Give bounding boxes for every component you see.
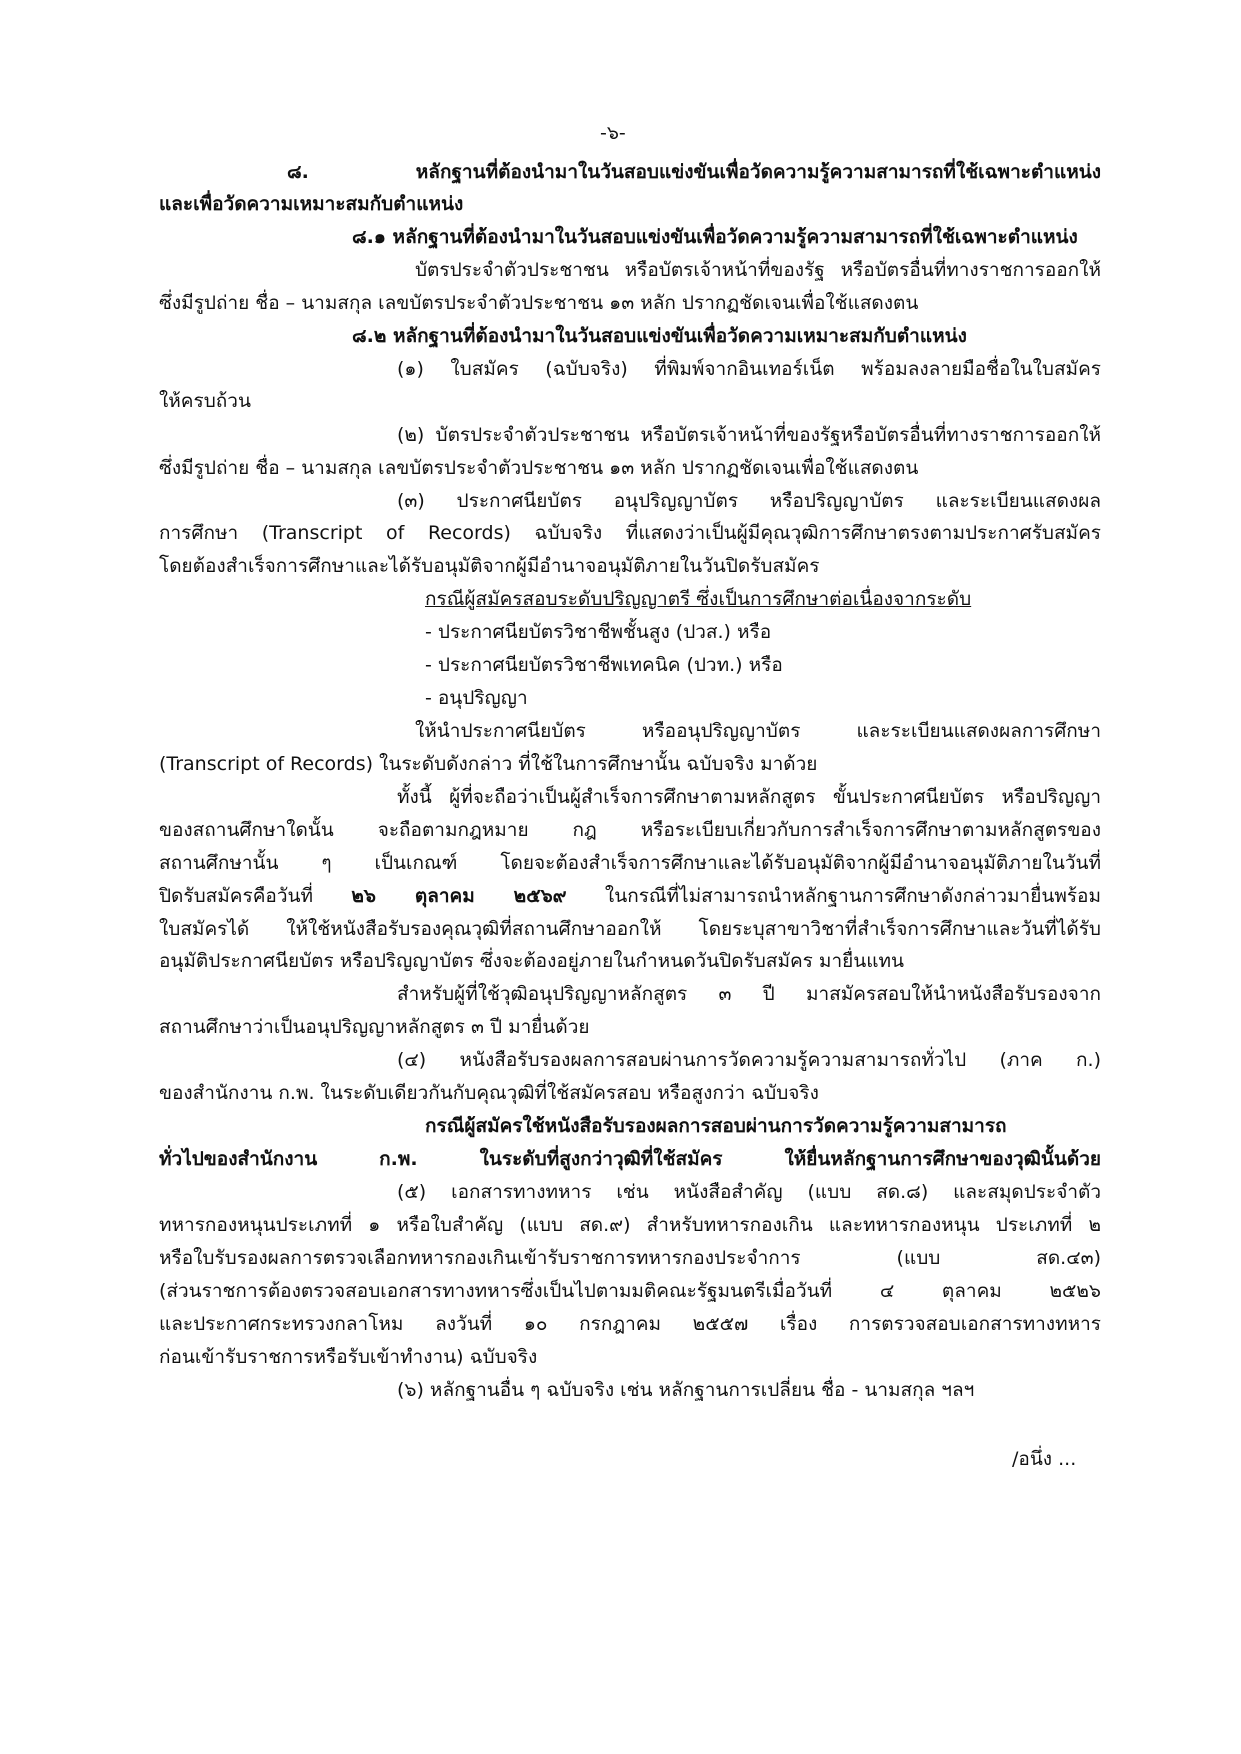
item-5-line-6: ก่อนเข้ารับราชการหรือรับเข้าทำงาน) ฉบับจริง: [159, 1346, 538, 1368]
item-2-line-1: (๒) บัตรประจำตัวประชาชน หรือบัตรเจ้าหน้าที่ของรัฐหรือบัตรอื่นที่ทางราชการออกให้: [397, 424, 1101, 446]
note-line-6: อนุมัติประกาศนียบัตร หรือปริญญาบัตร ซึ่งจะต้องอยู่ภายในกำหนดวันปิดรับสมัคร มายื่นแทน: [159, 950, 904, 972]
bring-documents-line-2: (Transcript of Records) ในระดับดังกล่าว ที่ใช้ในการศึกษานั้น ฉบับจริง มาด้วย: [159, 753, 818, 775]
item-5-line-5: และประกาศกระทรวงกลาโหม ลงวันที่ ๑๐ กรกฎาคม ๒๕๕๗ เรื่อง การตรวจสอบเอกสารทางทหาร: [159, 1313, 1101, 1335]
bullet-item: - อนุปริญญา: [425, 687, 528, 709]
three-year-diploma-line-2: สถานศึกษาว่าเป็นอนุปริญญาหลักสูตร ๓ ปี มายื่นด้วย: [159, 1016, 590, 1038]
section-8-1-text-line-1: บัตรประจำตัวประชาชน หรือบัตรเจ้าหน้าที่ของรัฐ หรือบัตรอื่นที่ทางราชการออกให้: [415, 259, 1101, 281]
note-line-1: ทั้งนี้ ผู้ที่จะถือว่าเป็นผู้สำเร็จการศึกษาตามหลักสูตร ขั้นประกาศนียบัตร หรือปริญญา: [397, 786, 1101, 808]
bullet-item: - ประกาศนียบัตรวิชาชีพชั้นสูง (ปวส.) หรือ: [425, 621, 772, 643]
note-line-4: [159, 881, 1101, 911]
section-8-1-text-line-2: ซึ่งมีรูปถ่าย ชื่อ – นามสกุล เลขบัตรประจำตัวประชาชน ๑๓ หลัก ปรากฏชัดเจนเพื่อใช้แสดงตน: [159, 292, 919, 314]
item-4-line-2: ของสำนักงาน ก.พ. ในระดับเดียวกันกับคุณวุฒิที่ใช้สมัครสอบ หรือสูงกว่า ฉบับจริง: [159, 1082, 819, 1104]
item-6: (๖) หลักฐานอื่น ๆ ฉบับจริง เช่น หลักฐานการเปลี่ยน ชื่อ - นามสกุล ฯลฯ: [397, 1379, 975, 1401]
note-line-5: ใบสมัครได้ ให้ใช้หนังสือรับรองคุณวุฒิที่สถานศึกษาออกให้ โดยระบุสาขาวิชาที่สำเร็จการศึกษาและวันที่ได้รับ: [159, 918, 1101, 940]
section-8-title-line-1: ๘. หลักฐานที่ต้องนำมาในวันสอบแข่งขันเพื่อวัดความรู้ความสามารถที่ใช้เฉพาะตำแหน่ง: [287, 161, 1101, 183]
item-2-line-2: ซึ่งมีรูปถ่าย ชื่อ – นามสกุล เลขบัตรประจำตัวประชาชน ๑๓ หลัก ปรากฏชัดเจนเพื่อใช้แสดงตน: [159, 457, 919, 479]
item-5-line-2: ทหารกองหนุนประเภทที่ ๑ หรือใบสำคัญ (แบบ สด.๙) สำหรับทหารกองเกิน และทหารกองหนุน ประเภทที่ ๒: [159, 1214, 1101, 1236]
item-1-line-1: (๑) ใบสมัคร (ฉบับจริง) ที่พิมพ์จากอินเทอร์เน็ต พร้อมลงลายมือชื่อในใบสมัคร: [397, 358, 1101, 380]
case-higher-certificate-line-2: ทั่วไปของสำนักงาน ก.พ. ในระดับที่สูงกว่าวุฒิที่ใช้สมัคร ให้ยื่นหลักฐานการศึกษาของวุฒินั้นด้วย: [159, 1148, 1101, 1170]
item-3-line-1: (๓) ประกาศนียบัตร อนุปริญญาบัตร หรือปริญญาบัตร และระเบียนแสดงผล: [397, 490, 1101, 512]
item-5-line-3: หรือใบรับรองผลการตรวจเลือกทหารกองเกินเข้ารับราชการทหารกองประจำการ (แบบ สด.๔๓): [159, 1247, 1101, 1269]
item-5-line-4: (ส่วนราชการต้องตรวจสอบเอกสารทางทหารซึ่งเป็นไปตามมติคณะรัฐมนตรีเมื่อวันที่ ๔ ตุลาคม ๒๕๒๖: [159, 1280, 1101, 1302]
continuation-note: /อนึ่ง ...: [1012, 1448, 1077, 1470]
item-4-line-1: (๔) หนังสือรับรองผลการสอบผ่านการวัดความรู้ความสามารถทั่วไป (ภาค ก.): [397, 1049, 1101, 1071]
page-number: -๖-: [600, 122, 626, 144]
item-3-line-2: การศึกษา (Transcript of Records) ฉบับจริง ที่แสดงว่าเป็นผู้มีคุณวุฒิการศึกษาตรงตามประกาศรับสมัคร: [159, 522, 1101, 544]
item-1-line-2: ให้ครบถ้วน: [159, 390, 251, 412]
section-8-1-title: ๘.๑ หลักฐานที่ต้องนำมาในวันสอบแข่งขันเพื่อวัดความรู้ความสามารถที่ใช้เฉพาะตำแหน่ง: [352, 226, 1078, 248]
note-line-3: สถานศึกษานั้น ๆ เป็นเกณฑ์ โดยจะต้องสำเร็จการศึกษาและได้รับอนุมัติจากผู้มีอำนาจอนุมัติภายในวันที่: [159, 852, 1101, 874]
note-line-2: ของสถานศึกษาใดนั้น จะถือตามกฎหมาย กฎ หรือระเบียบเกี่ยวกับการสำเร็จการศึกษาตามหลักสูตรของ: [159, 819, 1101, 841]
note-line-4-end: ในกรณีที่ไม่สามารถนำหลักฐานการศึกษาดังกล่าวมายื่นพร้อม: [566, 885, 1101, 907]
section-8-title-line-2: และเพื่อวัดความเหมาะสมกับตำแหน่ง: [159, 193, 464, 215]
closing-date: ๒๖ ตุลาคม ๒๕๖๙: [351, 885, 567, 907]
section-8-2-title: ๘.๒ หลักฐานที่ต้องนำมาในวันสอบแข่งขันเพื่อวัดความเหมาะสมกับตำแหน่ง: [352, 325, 967, 347]
case-bachelor-continuation-title: กรณีผู้สมัครสอบระดับปริญญาตรี ซึ่งเป็นการศึกษาต่อเนื่องจากระดับ: [425, 588, 972, 610]
note-line-4-start: ปิดรับสมัครคือวันที่: [159, 885, 352, 907]
three-year-diploma-line-1: สำหรับผู้ที่ใช้วุฒิอนุปริญญาหลักสูตร ๓ ปี มาสมัครสอบให้นำหนังสือรับรองจาก: [397, 983, 1101, 1005]
bring-documents-line-1: ให้นำประกาศนียบัตร หรืออนุปริญญาบัตร และระเบียนแสดงผลการศึกษา: [415, 720, 1101, 742]
case-higher-certificate-line-1: กรณีผู้สมัครใช้หนังสือรับรองผลการสอบผ่านการวัดความรู้ความสามารถ: [425, 1115, 1007, 1137]
item-3-line-3: โดยต้องสำเร็จการศึกษาและได้รับอนุมัติจากผู้มีอำนาจอนุมัติภายในวันปิดรับสมัคร: [159, 555, 820, 577]
item-5-line-1: (๕) เอกสารทางทหาร เช่น หนังสือสำคัญ (แบบ สด.๘) และสมุดประจำตัว: [397, 1181, 1101, 1203]
bullet-item: - ประกาศนียบัตรวิชาชีพเทคนิค (ปวท.) หรือ: [425, 654, 783, 676]
